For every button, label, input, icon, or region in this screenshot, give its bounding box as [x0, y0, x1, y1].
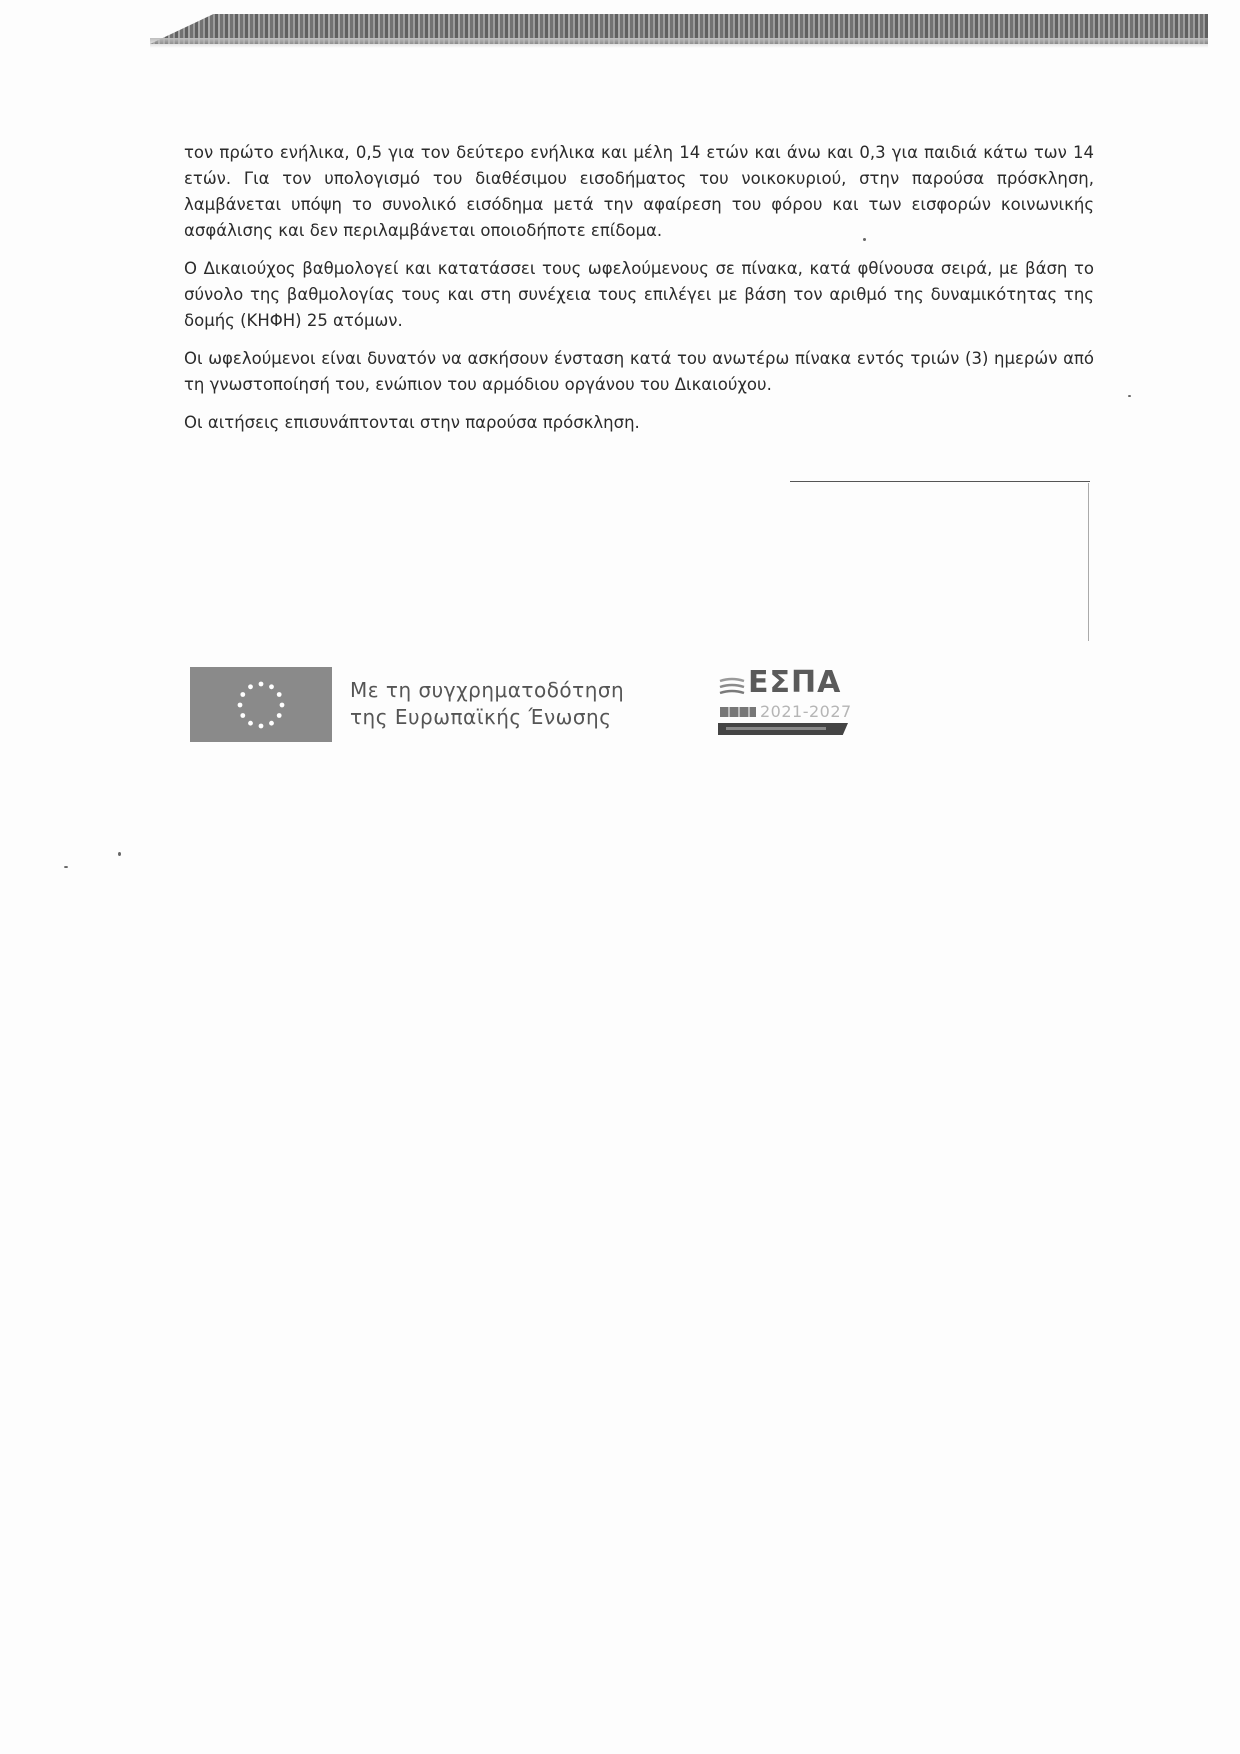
espa-title: ΕΣΠΑ	[748, 665, 842, 700]
eu-flag-icon	[190, 667, 332, 742]
espa-years: 2021-2027	[760, 702, 852, 721]
cofunding-line-2: της Ευρωπαϊκής Ένωσης	[350, 705, 612, 729]
paragraph-income-calculation: τον πρώτο ενήλικα, 0,5 για τον δεύτερο ενήλικα και μέλη 14 ετών και άνω και 0,3 για παιδιά κάτω των 14 ετών. Για τον υπολογισμό του διαθέσιμου εισοδήματος του νοικοκυριού, στην παρούσα πρόσκληση, λαμβάνεται υπόψη το συνολικό εισόδημα μετά την αφαίρεση του φόρου και των εισφορών κοινωνικής ασφάλισης και δεν περιλαμβάνεται οποιοδήποτε επίδομα.	[184, 143, 1094, 240]
scan-speck	[118, 852, 121, 856]
paragraph-ranking: Ο Δικαιούχος βαθμολογεί και κατατάσσει τους ωφελούμενους σε πίνακα, κατά φθίνουσα σειρά, με βάση το σύνολο της βαθμολογίας τους και στη συνέχεια τους επιλέγει με βάση τον αριθμό της δυναμικότητας της δομής (ΚΗΦΗ) 25 ατόμων.	[184, 259, 1094, 330]
paragraph-applications: Οι αιτήσεις επισυνάπτονται στην παρούσα πρόσκληση.	[184, 413, 640, 432]
cofunding-statement	[350, 677, 624, 731]
espa-swoosh-icon	[718, 675, 746, 699]
funding-logos	[190, 667, 870, 747]
body-text	[184, 140, 1094, 448]
scan-speck	[863, 238, 866, 241]
scan-speck	[1128, 395, 1131, 397]
flags-icon	[720, 707, 756, 717]
scan-edge-fade	[150, 38, 1208, 48]
espa-logo	[718, 667, 858, 745]
espa-banner	[718, 723, 848, 735]
scan-speck	[64, 866, 68, 868]
signature-box-edge	[1088, 483, 1089, 641]
signature-line	[790, 481, 1090, 482]
cofunding-line-1: Με τη συγχρηματοδότηση	[350, 678, 625, 702]
paragraph-objection: Οι ωφελούμενοι είναι δυνατόν να ασκήσουν ένσταση κατά του ανωτέρω πίνακα εντός τριών (3) ημερών από τη γνωστοποίησή του, ενώπιον του αρμόδιου οργάνου του Δικαιούχου.	[184, 349, 1094, 394]
